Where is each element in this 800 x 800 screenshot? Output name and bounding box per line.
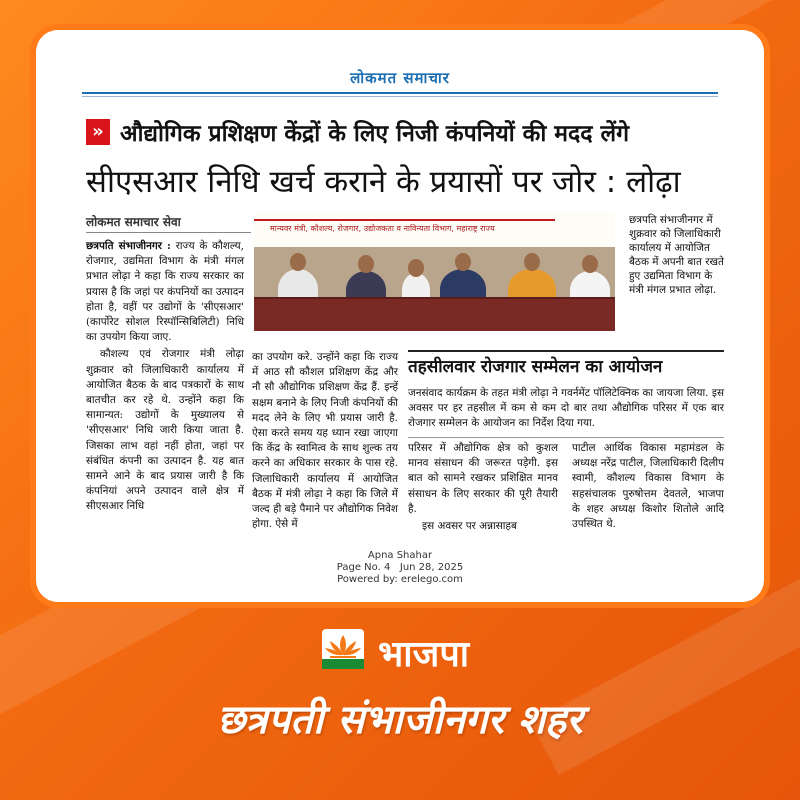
headline: औद्योगिक प्रशिक्षण केंद्रों के लिए निजी कंपनियों की मदद लेंगे xyxy=(120,121,630,147)
section-divider xyxy=(408,437,724,438)
photo-person-head xyxy=(290,253,306,271)
article-paragraph: पाटील आर्थिक विकास महामंडल के अध्यक्ष नरेंद्र पाटील, जिलाधिकारी दिलीप स्वामी, कौशल्य विकास विभाग के सहसंचालक पुरुषोत्तम देवतले, भाजपा के शहर अध्यक्ष किशोर शितोले आदि उपस्थित थे. xyxy=(572,442,724,531)
article-paragraph: इस अवसर पर अन्नासाहब xyxy=(422,520,517,533)
footer-section-name: Apna Shahar xyxy=(367,550,433,561)
photo-caption: छत्रपति संभाजीनगर में शुक्रवार को जिलाधिकारी कार्यालय में आयोजित बैठक में अपनी बात रखते हुए उद्यमिता विभाग के मंत्री मंगल प्रभात लोढ़ा. xyxy=(629,214,724,296)
article-paragraph: का उपयोग करे. उन्होंने कहा कि राज्य में आठ सौ कौशल प्रशिक्षण केंद्र और नौ सौ औद्योगिक प्रशिक्षण केंद्र हैं. इन्हें सक्षम बनाने के लिए निजी कंपनियों की मदद लेने के लिए भी प्रयास जारी है. ऐसा करते समय यह ध्यान रखा जाएगा कि केंद्र के स्वामित्व के साथ शुल्क तय करने का अधिकार सरकार के पास रहे. जिलाधिकारी कार्यालय में आयोजित बैठक में मंत्री लोढ़ा ने कहा कि जिले में जल्द ही बड़े पैमाने पर औद्योगिक निवेश होगा. ऐसे में xyxy=(252,351,398,531)
footer-page-date: Page No. 4 Jun 28, 2025 xyxy=(336,562,464,573)
newspaper-masthead: लोकमत समाचार xyxy=(350,69,450,87)
article-paragraph: कौशल्य एवं रोजगार मंत्री लोढ़ा शुक्रवार को जिलाधिकारी कार्यालय में आयोजित बैठक के बाद पत्रकारों के साथ बातचीत कर रहे थे. उन्होंने कहा कि सामान्यत: उद्योगों के मुख्यालय से 'सीएसआर' निधि जारी किया जाता है. जिसका लाभ वहां नहीं होता, जहां पर संबंधित कंपनी का उत्पादन है. यह बात सामने आने के बाद प्रयास जारी है कि कंपनियां अपने उत्पादन वाले क्षेत्र में सीएसआर निधि xyxy=(86,348,244,513)
article-photo xyxy=(254,213,615,331)
photo-person-head xyxy=(524,253,540,271)
city-name: छत्रपती संभाजीनगर शहर xyxy=(217,697,583,743)
newspaper-clipping xyxy=(36,30,764,602)
photo-banner-stripe xyxy=(254,219,555,221)
photo-person-head xyxy=(455,253,471,271)
section-rule xyxy=(408,350,724,352)
photo-person-head xyxy=(408,259,424,277)
section-intro: जनसंवाद कार्यक्रम के तहत मंत्री लोढ़ा ने गवर्नमेंट पॉलिटेक्निक का जायजा लिया. इस अवसर पर हर तहसील में कम से कम दो बार तथा औद्योगिक परिसर में एक बार रोजगार सम्मेलन के आयोजन का निर्देश दिया गया. xyxy=(408,387,724,430)
masthead-rule-thin xyxy=(82,96,718,97)
party-name: भाजपा xyxy=(378,634,470,675)
photo-person-head xyxy=(358,255,374,273)
photo-person-head xyxy=(582,255,598,273)
masthead-rule xyxy=(82,92,718,94)
lotus-icon xyxy=(318,625,368,673)
headline-arrow-icon: » xyxy=(86,119,110,145)
section-heading: तहसीलवार रोजगार सम्मेलन का आयोजन xyxy=(408,357,663,377)
dateline: छत्रपति संभाजीनगर : xyxy=(86,240,171,252)
page-footer xyxy=(36,550,764,586)
photo-table xyxy=(254,299,615,331)
byline: लोकमत समाचार सेवा xyxy=(86,213,251,233)
photo-banner-text: मान्यवर मंत्री, कौशल्य, रोजगार, उद्योजकता व नाविन्यता विभाग, महाराष्ट्र राज्य xyxy=(270,224,495,233)
article-paragraph: राज्य के कौशल्य, रोजगार, उद्यमिता विभाग के मंत्री मंगल प्रभात लोढ़ा ने कहा कि राज्य सरकार का प्रयास है कि जहां पर कंपनियों का उत्पादन होता है, वहीं पर उद्योगों के 'सीएसआर' (कार्पोरेट सोशल रिस्पॉन्सिबिलिटी) निधि का उपयोग किया जाए. xyxy=(86,240,244,344)
article-column-4 xyxy=(572,441,724,534)
article-column-3 xyxy=(408,441,558,536)
article-column-1 xyxy=(86,239,244,517)
footer-powered-by: Powered by: erelego.com xyxy=(337,574,463,585)
article-column-2 xyxy=(252,350,398,534)
subheadline: सीएसआर निधि खर्च कराने के प्रयासों पर जोर : लोढ़ा xyxy=(86,164,681,200)
article-paragraph: परिसर में औद्योगिक क्षेत्र को कुशल मानव संसाधन की जरूरत पड़ेगी. इस बात को सामने रखकर प्रशिक्षित मानव संसाधन के लिए सरकार की पूरी तैयारी है. xyxy=(408,442,558,515)
